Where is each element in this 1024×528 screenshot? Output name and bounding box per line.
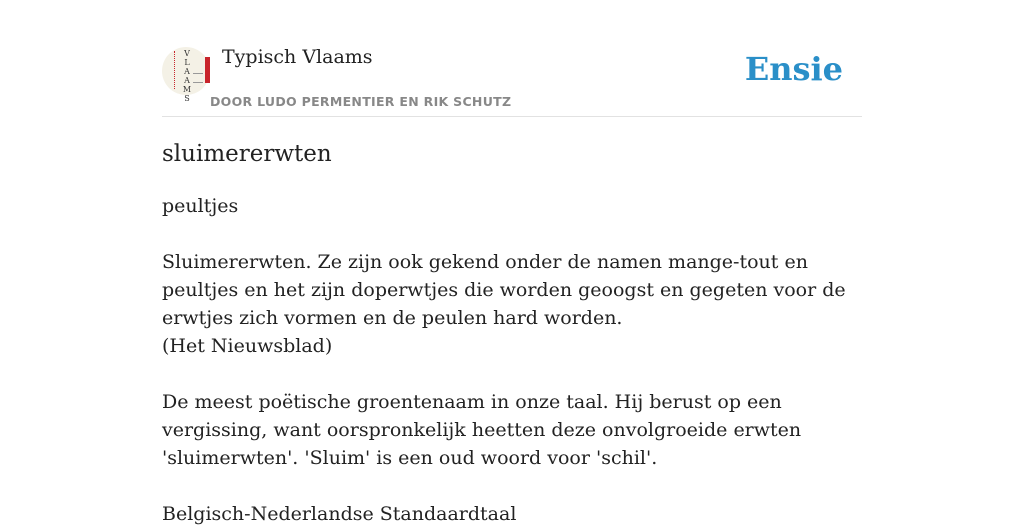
logo-decoration	[174, 51, 178, 89]
definition-text: De meest poëtische groentenaam in onze taal. Hij berust op een vergissing, want oorspronkelijk heetten deze onvolgroeide erwten 'sluimerwten'. 'Sluim' is een oud woord voor 'schil'.	[162, 391, 802, 469]
site-header	[162, 44, 862, 117]
logo-letter: M	[182, 85, 192, 94]
ensie-brand-link[interactable]: Ensie	[744, 50, 843, 88]
logo-letter: V	[184, 49, 190, 58]
logo-letters	[182, 49, 192, 103]
definition-paragraph	[162, 500, 862, 528]
logo-letter: L	[184, 58, 190, 67]
logo-letter: A	[184, 67, 190, 76]
entry-synonym: peultjes	[162, 195, 239, 217]
definition-paragraph	[162, 248, 862, 360]
definition-paragraph	[162, 388, 862, 472]
definition-text: Belgisch-Nederlandse Standaardtaal	[162, 503, 517, 525]
logo-letter: A	[184, 76, 190, 85]
site-logo[interactable]	[162, 47, 210, 103]
definition-source: (Het Nieuwsblad)	[162, 335, 333, 357]
entry-content	[162, 138, 862, 528]
definition-text: Sluimererwten. Ze zijn ook gekend onder de namen mange-tout en peultjes en het zijn doperwtjes die worden geoogst en gegeten voor de erwtjes zich vormen en de peulen hard worden.	[162, 251, 846, 329]
entry-term: sluimererwten	[162, 141, 332, 167]
logo-letter: S	[184, 94, 190, 103]
logo-red-stripe	[205, 57, 210, 83]
dictionary-byline: DOOR LUDO PERMENTIER EN RIK SCHUTZ	[210, 94, 512, 109]
logo-decoration	[193, 73, 203, 83]
dictionary-title[interactable]: Typisch Vlaams	[222, 46, 373, 68]
